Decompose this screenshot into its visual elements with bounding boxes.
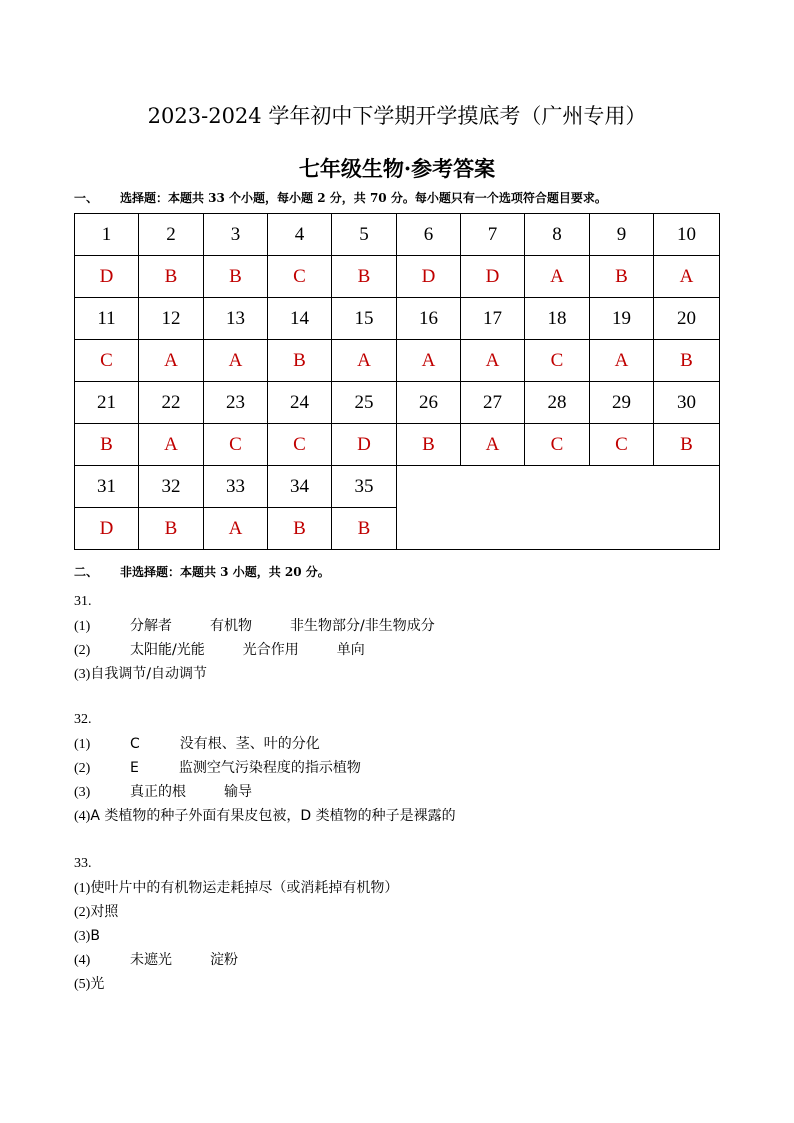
answer-cell: A [654,256,720,298]
question-number-cell: 1 [75,214,139,256]
section-number: 二、 [74,565,99,579]
question-number-cell: 16 [397,298,461,340]
question-number-cell: 28 [525,382,590,424]
answer-cell: A [461,340,525,382]
question-number: 32. [74,712,92,727]
answer-cell: B [268,508,332,550]
sub-question-label: (3) [74,667,91,682]
answer-text: B [90,928,100,944]
answer-cell: A [139,424,204,466]
question-number: 33. [74,856,92,871]
question-number-cell: 31 [75,466,139,508]
answer-line [74,948,398,972]
sub-question-label: (2) [74,905,91,920]
empty-cell [397,466,720,550]
answer-cell: B [397,424,461,466]
sub-question-label: (1) [74,881,91,896]
answer-text: 有机物 [210,618,252,634]
answer-text: A 类植物的种子外面有果皮包被，D 类植物的种子是裸露的 [90,808,456,824]
answer-line [74,876,398,900]
question-number-cell: 7 [461,214,525,256]
answer-line [74,732,456,756]
question-number-cell: 23 [204,382,268,424]
answer-cell: B [332,256,397,298]
answer-text: 非生物部分/非生物成分 [290,618,435,634]
question-number-cell: 2 [139,214,204,256]
answer-cell: B [654,340,720,382]
section-instructions: 选择题：本题共 33 个小题，每小题 2 分，共 70 分。每小题只有一个选项符合题目要求。 [120,191,607,205]
answer-cell: A [204,340,268,382]
answer-cell: C [268,424,332,466]
sub-question-label: (2) [74,761,91,776]
answer-text: 对照 [90,904,119,920]
answer-cell: A [397,340,461,382]
answer-text: C [130,736,140,752]
answer-row [75,340,720,382]
section-number: 一、 [74,191,99,205]
sub-question-label: (4) [74,953,91,968]
page-subtitle: 七年级生物·参考答案 [298,156,496,181]
question-number-cell: 9 [590,214,654,256]
answer-text: 没有根、茎、叶的分化 [179,736,320,752]
question-number-cell: 22 [139,382,204,424]
answer-line [74,804,456,828]
answer-cell: B [139,256,204,298]
question-number-cell: 27 [461,382,525,424]
question-number-cell: 24 [268,382,332,424]
question-number-cell: 14 [268,298,332,340]
answer-cell: C [525,424,590,466]
answer-line [74,900,398,924]
question-number-cell: 25 [332,382,397,424]
answer-cell: D [332,424,397,466]
question-number-cell: 5 [332,214,397,256]
question-number-cell: 32 [139,466,204,508]
question-number-cell: 29 [590,382,654,424]
answer-cell: B [654,424,720,466]
answer-cell: B [268,340,332,382]
answer-row [75,256,720,298]
question-number-cell: 13 [204,298,268,340]
answer-cell: D [461,256,525,298]
question-number-cell: 12 [139,298,204,340]
question-number-cell: 6 [397,214,461,256]
answer-text: 监测空气污染程度的指示植物 [178,760,361,776]
answer-text: 使叶片中的有机物运走耗掉尽（或消耗掉有机物） [90,880,399,896]
question-number-cell: 35 [332,466,397,508]
question-number-cell: 8 [525,214,590,256]
section-heading-choice [74,189,607,206]
question-number-cell: 20 [654,298,720,340]
answer-cell: A [139,340,204,382]
question-number-cell: 19 [590,298,654,340]
answer-cell: B [139,508,204,550]
question-number-cell: 15 [332,298,397,340]
sub-question-label: (2) [74,643,91,658]
answer-cell: D [397,256,461,298]
sub-question-label: (1) [74,737,91,752]
question-number-cell: 18 [525,298,590,340]
answer-text: 光合作用 [242,642,299,658]
question-32 [74,708,456,828]
page-title: 2023-2024 学年初中下学期开学摸底考（广州专用） [147,104,647,128]
answer-cell: C [75,340,139,382]
question-number-cell: 4 [268,214,332,256]
question-number-cell: 3 [204,214,268,256]
question-number-cell: 26 [397,382,461,424]
answer-cell: C [268,256,332,298]
answer-line [74,780,456,804]
question-number-cell: 21 [75,382,139,424]
question-number-row [75,298,720,340]
answer-cell: C [204,424,268,466]
answer-cell: A [461,424,525,466]
answer-text: 输导 [224,784,252,800]
answer-row [75,424,720,466]
answer-line [74,756,456,780]
answer-cell: A [590,340,654,382]
answer-cell: C [590,424,654,466]
question-number: 31. [74,594,92,609]
answer-text: 分解者 [130,618,172,634]
answer-text: E [130,760,139,776]
answer-cell: D [75,256,139,298]
answer-cell: A [525,256,590,298]
answer-text: 光 [90,976,105,992]
section-instructions: 非选择题：本题共 3 小题，共 20 分。 [120,565,330,579]
sub-question-label: (4) [74,809,91,824]
question-number-cell: 33 [204,466,268,508]
question-number-cell: 10 [654,214,720,256]
answer-text: 真正的根 [130,784,186,800]
answer-text: 单向 [336,642,365,658]
answer-cell: B [75,424,139,466]
answer-text: 淀粉 [210,952,238,968]
answer-cell: A [204,508,268,550]
answer-table [74,213,720,550]
sub-question-label: (1) [74,619,91,634]
question-number-cell: 30 [654,382,720,424]
question-number-cell: 17 [461,298,525,340]
question-number-row [75,466,720,508]
answer-line [74,614,435,638]
answer-text: 太阳能/光能 [130,642,205,658]
answer-cell: B [590,256,654,298]
question-33 [74,852,398,996]
section-heading-nonchoice [74,563,330,580]
sub-question-label: (3) [74,785,91,800]
answer-line [74,662,435,686]
question-number-row [75,382,720,424]
answer-line [74,638,435,662]
answer-cell: B [332,508,397,550]
question-number-row [75,214,720,256]
question-number-cell: 34 [268,466,332,508]
answer-cell: A [332,340,397,382]
sub-question-label: (5) [74,977,91,992]
answer-text: 自我调节/自动调节 [90,666,208,682]
question-number-cell: 11 [75,298,139,340]
answer-line [74,924,398,948]
question-31 [74,590,435,686]
answer-cell: C [525,340,590,382]
answer-cell: B [204,256,268,298]
answer-cell: D [75,508,139,550]
answer-line [74,972,398,996]
answer-text: 未遮光 [130,952,172,968]
sub-question-label: (3) [74,929,91,944]
